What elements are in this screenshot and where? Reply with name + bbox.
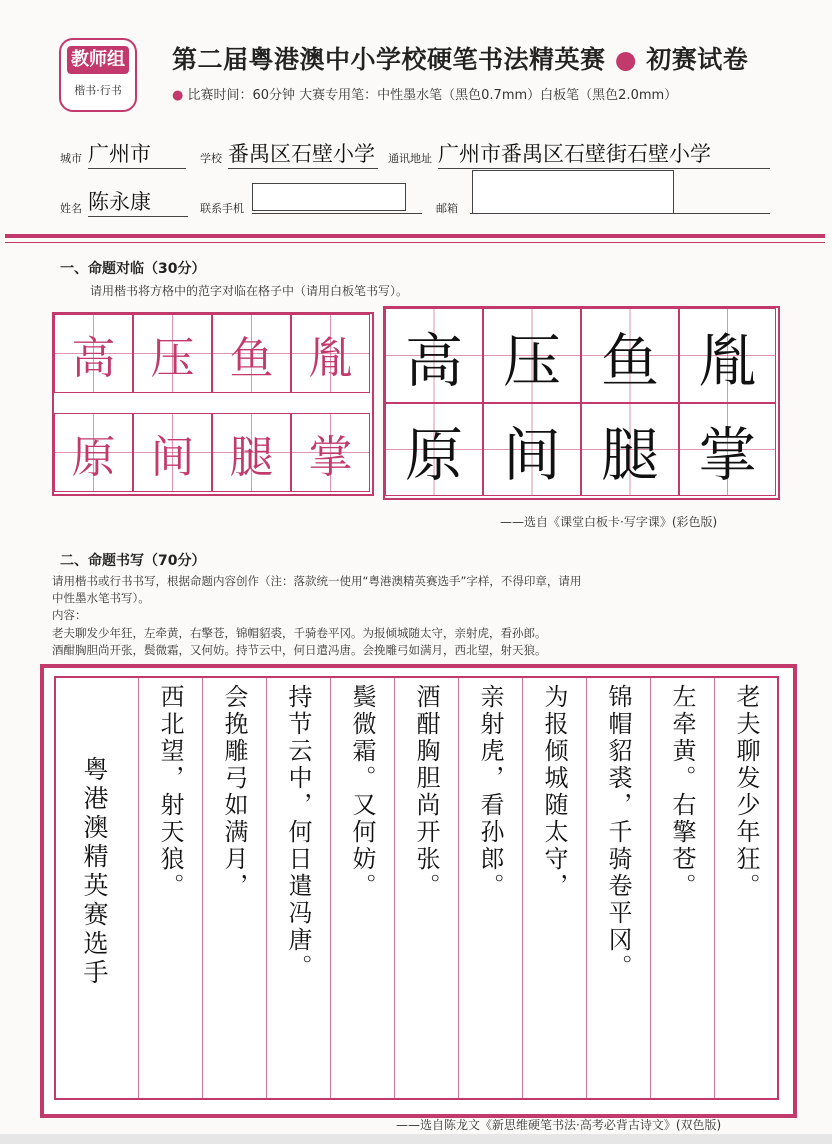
content-line-1: 老夫聊发少年狂，左牵黄，右擎苍，锦帽貂裘，千骑卷平冈。为报倾城随太守，亲射虎，看孙郎。 [52,626,547,640]
bullet-icon: ● [172,88,184,103]
column-rule [394,678,395,1098]
poem-column: 亲射虎，看孙郎。 [476,684,504,900]
copy-cell[interactable] [385,308,483,403]
copy-cell[interactable] [385,403,483,496]
content-label: 内容： [52,608,87,622]
model-cell [212,413,291,492]
section2-instruction-line2: 中性墨水笔书写）。 [52,591,150,605]
phone-field[interactable] [252,183,406,211]
contest-rules [172,84,677,103]
copy-char: 腿 [600,420,659,489]
copy-char: 掌 [698,420,757,489]
school-label: 学校 [200,152,222,165]
model-char: 间 [150,431,195,483]
column-rule [714,678,715,1098]
poem-column: 锦帽貂裘，千骑卷平冈。 [604,684,632,981]
title-main: 第二届粤港澳中小学校硬笔书法精英赛 [172,45,606,74]
model-cell [54,314,133,393]
copy-char: 压 [502,326,561,395]
model-char: 掌 [308,431,353,483]
copy-cell[interactable] [679,403,776,496]
copy-char: 胤 [698,326,757,395]
column-rule [458,678,459,1098]
address-label: 通讯地址 [388,152,432,165]
column-rule [266,678,267,1098]
poem-column: 左牵黄。右擎苍。 [668,684,696,900]
model-cell [212,314,291,393]
rules-text: 比赛时间：60分钟 大赛专用笔：中性墨水笔（黑色0.7mm）白板笔（黑色2.0mm） [187,88,678,103]
poem-column: 西北望，射天狼。 [156,684,184,900]
copy-char-grid[interactable] [383,306,780,500]
model-cell [133,413,212,492]
section1-instruction: 请用楷书将方格中的范字对临在格子中（请用白板笔书写）。 [90,284,409,298]
model-cell [133,314,212,393]
divider-thin [5,242,825,243]
address-field[interactable]: 广州市番禺区石壁街石壁小学 [438,138,770,169]
copy-cell[interactable] [483,403,581,496]
copy-cell[interactable] [581,308,679,403]
phone-label: 联系手机 [200,202,244,215]
column-rule [650,678,651,1098]
name-field[interactable]: 陈永康 [88,186,188,217]
poem-column: 鬓微霜。又何妨。 [348,684,376,900]
copy-char: 鱼 [600,326,659,395]
section1-credit: ——选自《课堂白板卡·写字课》(彩色版) [500,515,718,529]
copy-cell[interactable] [581,403,679,496]
name-label: 姓名 [60,202,82,215]
copy-char: 高 [404,326,463,395]
model-cell [291,314,370,393]
column-rule [202,678,203,1098]
poem-column: 酒酣胸胆尚开张。 [412,684,440,900]
model-cell [291,413,370,492]
email-label: 邮箱 [436,202,458,215]
copy-char: 间 [502,420,561,489]
model-char: 高 [71,332,116,384]
city-field[interactable]: 广州市 [88,138,186,169]
divider-thick [5,234,825,238]
column-rule [586,678,587,1098]
column-rule [330,678,331,1098]
model-char: 原 [71,431,116,483]
city-label: 城市 [60,152,82,165]
section2-instruction-line1: 请用楷书或行书书写，根据命题内容创作（注：落款统一使用“粤港澳精英赛选手”字样，不得印章，请用 [52,574,582,588]
school-field[interactable]: 番禺区石壁小学 [228,138,378,169]
writing-area[interactable] [54,676,779,1100]
copy-cell[interactable] [679,308,776,403]
email-field[interactable] [472,170,674,214]
poem-column: 持节云中，何日遣冯唐。 [284,684,312,981]
title-dot-icon: ● [605,45,647,74]
title-tail: 初赛试卷 [646,45,749,74]
copy-char: 原 [404,420,463,489]
poem-column: 老夫聊发少年狂。 [732,684,760,900]
model-char-grid [52,312,374,496]
group-badge [59,38,137,112]
content-line-2: 酒酣胸胆尚开张，鬓微霜，又何妨。持节云中，何日遣冯唐。会挽雕弓如满月，西北望，射天狼。 [52,643,547,657]
signature: 粤港澳精英赛选手 [80,756,109,988]
badge-script-label: 楷书·行书 [74,84,122,97]
model-char: 腿 [229,431,274,483]
badge-group-label: 教师组 [67,46,129,74]
column-rule [522,678,523,1098]
model-char: 胤 [308,332,353,384]
section2-credit: ——选自陈龙文《新思维硬笔书法·高考必背古诗文》(双色版) [396,1118,722,1132]
phone-underline [252,212,422,214]
copy-cell[interactable] [483,308,581,403]
page-title [172,40,748,76]
model-char: 压 [150,332,195,384]
section2-heading: 二、命题书写（70分） [60,553,206,569]
model-char: 鱼 [229,332,274,384]
section1-heading: 一、命题对临（30分） [60,261,206,277]
page-bottom-edge [0,1134,832,1144]
model-cell [54,413,133,492]
poem-column: 为报倾城随太守， [540,684,568,900]
column-rule [138,678,139,1098]
poem-column: 会挽雕弓如满月， [220,684,248,900]
